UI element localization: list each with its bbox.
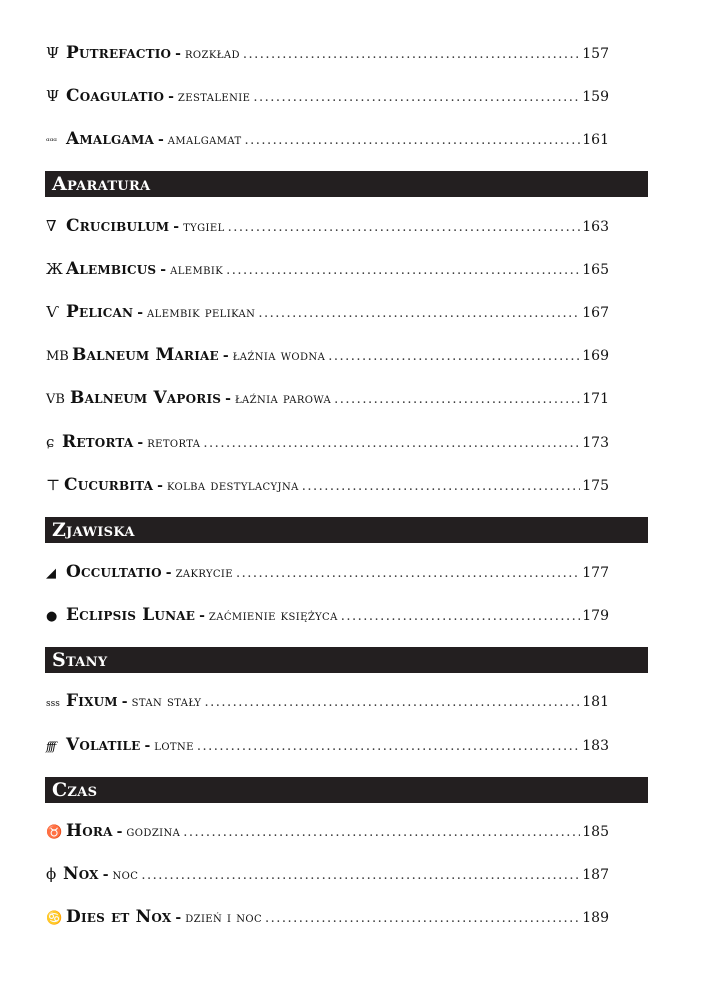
dot-leader [203, 436, 580, 451]
toc-entry-fixum [46, 691, 609, 717]
balneum-vaporis-icon: VB [46, 392, 65, 407]
dot-leader [341, 609, 581, 624]
dot-leader [245, 133, 581, 148]
entry-title: Fixum [66, 691, 118, 711]
entry-title: Nox [63, 864, 99, 884]
entry-separator: - [168, 89, 174, 105]
toc-entry-nox [46, 864, 609, 890]
entry-subtitle: kolba destylacyjna [166, 478, 299, 494]
entry-separator: - [222, 348, 229, 364]
section-header-stany: Stany [45, 647, 648, 673]
page-number: 159 [582, 89, 609, 105]
dot-leader [258, 306, 580, 321]
toc-entry-balneum-mariae [46, 345, 609, 371]
dot-leader [183, 825, 580, 840]
page-number: 163 [582, 219, 609, 235]
entry-subtitle: lotne [154, 738, 194, 754]
page-number: 171 [582, 391, 609, 407]
toc-entry-putrefactio [46, 43, 609, 69]
entry-subtitle: dzień i noc [185, 910, 263, 926]
dot-leader [204, 695, 580, 710]
page-number: 183 [582, 738, 609, 754]
dot-leader [243, 47, 580, 62]
entry-separator: - [121, 694, 128, 710]
eclipsis-lunae-icon: ● [46, 609, 58, 624]
entry-subtitle: godzina [126, 824, 181, 840]
page-number: 157 [582, 46, 609, 62]
nox-icon: ϕ [46, 865, 57, 883]
toc-entry-coagulatio [46, 86, 609, 112]
entry-separator: - [175, 46, 181, 62]
toc-entry-retorta [46, 432, 609, 458]
entry-title: Alembicus [66, 259, 157, 279]
entry-subtitle: zakrycie [175, 565, 233, 581]
entry-separator: - [144, 738, 151, 754]
hora-icon: ♉ [46, 825, 63, 840]
page-number: 175 [582, 478, 609, 494]
entry-separator: - [116, 824, 123, 840]
dot-leader [265, 911, 580, 926]
entry-separator: - [137, 305, 144, 321]
page-number: 181 [582, 694, 609, 710]
dot-leader [228, 220, 581, 235]
entry-title: Occultatio [66, 562, 162, 582]
entry-separator: - [199, 608, 205, 624]
entry-title: Balneum Mariae [72, 345, 219, 365]
entry-separator: - [225, 391, 231, 407]
balneum-mariae-icon: MB [46, 349, 69, 364]
toc-entry-dies-et-nox [46, 907, 609, 933]
entry-subtitle: zestalenie [177, 89, 251, 105]
fixum-icon: sss [46, 699, 60, 709]
dot-leader [197, 739, 580, 754]
entry-subtitle: alembik pelikan [147, 305, 256, 321]
dot-leader [226, 263, 580, 278]
occultatio-icon: ◢ [46, 566, 56, 581]
dot-leader [236, 566, 580, 581]
entry-title: Crucibulum [66, 216, 170, 236]
alembicus-icon: Ж [46, 260, 63, 278]
entry-subtitle: łaźnia wodna [232, 348, 326, 364]
page-number: 185 [582, 824, 609, 840]
toc-entry-amalgama [46, 129, 609, 155]
entry-subtitle: rozkład [184, 46, 240, 62]
toc-entry-occultatio [46, 562, 609, 588]
entry-title: Retorta [62, 432, 134, 452]
page-number: 177 [582, 565, 609, 581]
entry-title: Pelican [66, 302, 134, 322]
toc-entry-volatile [46, 735, 609, 761]
entry-separator: - [102, 867, 109, 883]
entry-separator: - [157, 478, 163, 494]
entry-separator: - [173, 219, 180, 235]
entry-subtitle: tygiel [183, 219, 225, 235]
entry-subtitle: alembik [170, 262, 224, 278]
amalgama-icon: ᵅᵅᵅ [46, 137, 57, 147]
cucurbita-icon: ⊤ [46, 476, 61, 494]
coagulatio-icon: Ψ [46, 87, 60, 105]
entry-separator: - [160, 262, 167, 278]
toc-entry-pelican [46, 302, 609, 328]
retorta-icon: ɕ [46, 433, 55, 451]
section-header-czas: Czas [45, 777, 648, 803]
dies-et-nox-icon: ♋ [46, 911, 63, 926]
putrefactio-icon: Ψ [46, 44, 60, 62]
entry-subtitle: zaćmienie księżyca [208, 608, 338, 624]
entry-title: Putrefactio [66, 43, 172, 63]
entry-separator: - [157, 132, 164, 148]
section-header-aparatura: Aparatura [45, 171, 648, 197]
crucibulum-icon: ∇ [46, 217, 57, 235]
entry-title: Balneum Vaporis [70, 388, 222, 408]
entry-title: Eclipsis Lunae [66, 605, 196, 625]
page-number: 187 [582, 867, 609, 883]
dot-leader [334, 392, 580, 407]
toc-entry-hora [46, 821, 609, 847]
toc-entry-eclipsis-lunae [46, 605, 609, 631]
dot-leader [253, 90, 580, 105]
page-number: 167 [582, 305, 609, 321]
entry-subtitle: amalgamat [167, 132, 242, 148]
entry-title: Dies et Nox [66, 907, 172, 927]
entry-title: Hora [66, 821, 113, 841]
entry-title: Coagulatio [66, 86, 165, 106]
entry-subtitle: retorta [147, 435, 201, 451]
page-number: 161 [582, 132, 609, 148]
page-number: 165 [582, 262, 609, 278]
entry-subtitle: noc [112, 867, 139, 883]
entry-separator: - [175, 910, 182, 926]
section-header-zjawiska: Zjawiska [45, 517, 648, 543]
entry-subtitle: stan stały [131, 694, 202, 710]
volatile-icon: ffff [46, 740, 55, 753]
page-number: 173 [582, 435, 609, 451]
entry-separator: - [165, 565, 172, 581]
dot-leader [328, 349, 580, 364]
entry-subtitle: łaźnia parowa [234, 391, 332, 407]
dot-leader [302, 479, 581, 494]
page-number: 169 [582, 348, 609, 364]
page-number: 179 [582, 608, 609, 624]
toc-entry-balneum-vaporis [46, 388, 609, 414]
toc-entry-alembicus [46, 259, 609, 285]
pelican-icon: Ѵ [46, 303, 59, 321]
entry-title: Cucurbita [64, 475, 154, 495]
toc-entry-cucurbita [46, 475, 609, 501]
dot-leader [141, 868, 580, 883]
entry-title: Volatile [66, 735, 141, 755]
entry-separator: - [137, 435, 144, 451]
entry-title: Amalgama [66, 129, 154, 149]
toc-entry-crucibulum [46, 216, 609, 242]
page-number: 189 [582, 910, 609, 926]
